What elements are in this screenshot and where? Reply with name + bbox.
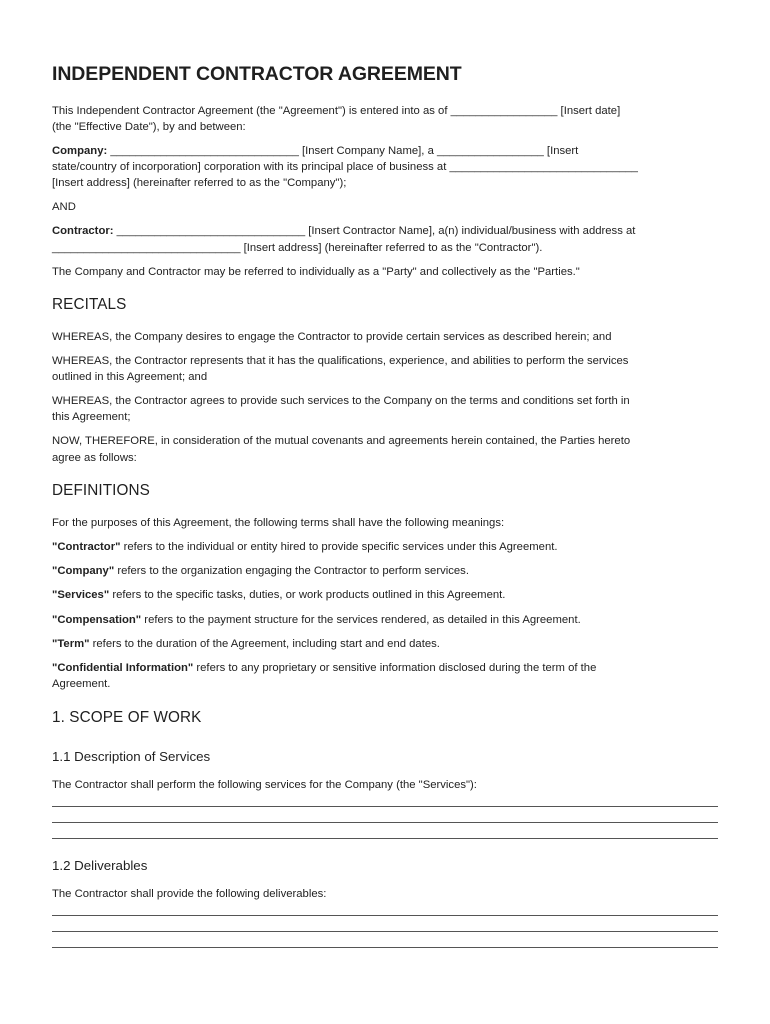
contractor-label: Contractor: <box>52 225 114 237</box>
definition-text: refers to the individual or entity hired to provide specific services under this Agreement. <box>120 541 558 553</box>
definition-text: refers to any proprietary or sensitive information disclosed during the term of the <box>193 662 597 674</box>
recital-2-line-1: WHEREAS, the Contractor represents that it has the qualifications, experience, and abilities to perform the services <box>52 355 629 367</box>
definitions-intro: For the purposes of this Agreement, the following terms shall have the following meanings: <box>52 517 505 529</box>
company-label: Company: <box>52 145 108 157</box>
fill-in-line <box>52 947 718 948</box>
contractor-line-1-text: ______________________________ [Insert Contractor Name], a(n) individual/business with address at <box>113 225 636 237</box>
definition-term: "Term" <box>52 638 90 650</box>
page-title: INDEPENDENT CONTRACTOR AGREEMENT <box>52 63 462 85</box>
intro-line-2: (the "Effective Date"), by and between: <box>52 121 246 133</box>
section-1-2-heading: 1.2 Deliverables <box>52 858 148 873</box>
recital-4-line-2: agree as follows: <box>52 452 137 464</box>
definition-item <box>52 636 720 653</box>
section-1-1-heading: 1.1 Description of Services <box>52 749 211 764</box>
and-text: AND <box>52 201 76 213</box>
recitals-heading: RECITALS <box>52 296 127 313</box>
definition-item <box>52 660 720 677</box>
contractor-party-line-1 <box>52 223 720 240</box>
company-party-line-2: state/country of incorporation] corporation with its principal place of business at ______________________________ <box>52 161 638 173</box>
company-party-line-3: [Insert address] (hereinafter referred to as the "Company"); <box>52 177 347 189</box>
definition-item <box>52 539 720 556</box>
definitions-heading: DEFINITIONS <box>52 482 150 499</box>
definition-text: refers to the specific tasks, duties, or work products outlined in this Agreement. <box>109 589 506 601</box>
definition-text: refers to the duration of the Agreement, including start and end dates. <box>89 638 440 650</box>
fill-in-line <box>52 931 718 932</box>
parties-note: The Company and Contractor may be referred to individually as a "Party" and collectively as the "Parties." <box>52 266 580 278</box>
definition-item <box>52 587 720 604</box>
fill-in-line <box>52 822 718 823</box>
definition-item <box>52 563 720 580</box>
definition-term: "Company" <box>52 565 115 577</box>
fill-in-line <box>52 838 718 839</box>
scope-heading: 1. SCOPE OF WORK <box>52 709 202 726</box>
section-1-2-text: The Contractor shall provide the following deliverables: <box>52 888 327 900</box>
fill-in-line <box>52 806 718 807</box>
definition-term: "Confidential Information" <box>52 662 194 674</box>
definition-text: refers to the payment structure for the services rendered, as detailed in this Agreement. <box>141 614 581 626</box>
section-1-1-text: The Contractor shall perform the following services for the Company (the "Services"): <box>52 779 477 791</box>
definition-term: "Compensation" <box>52 614 142 626</box>
definition-term: "Services" <box>52 589 110 601</box>
definition-item-continued: Agreement. <box>52 678 111 690</box>
recital-1: WHEREAS, the Company desires to engage the Contractor to provide certain services as described herein; and <box>52 331 612 343</box>
company-party-line-1 <box>52 143 720 160</box>
recital-3-line-2: this Agreement; <box>52 411 131 423</box>
fill-in-line <box>52 915 718 916</box>
recital-4-line-1: NOW, THEREFORE, in consideration of the mutual covenants and agreements herein contained, the Parties hereto <box>52 435 631 447</box>
intro-line-1: This Independent Contractor Agreement (the "Agreement") is entered into as of _________________ [Insert date] <box>52 105 621 117</box>
definition-term: "Contractor" <box>52 541 121 553</box>
definition-text: refers to the organization engaging the Contractor to perform services. <box>114 565 469 577</box>
recital-2-line-2: outlined in this Agreement; and <box>52 371 208 383</box>
definition-item <box>52 612 720 629</box>
company-line-1-text: ______________________________ [Insert Company Name], a _________________ [Insert <box>107 145 579 157</box>
contractor-party-line-2: ______________________________ [Insert address] (hereinafter referred to as the "Contractor"). <box>52 242 543 254</box>
recital-3-line-1: WHEREAS, the Contractor agrees to provide such services to the Company on the terms and conditions set forth in <box>52 395 630 407</box>
